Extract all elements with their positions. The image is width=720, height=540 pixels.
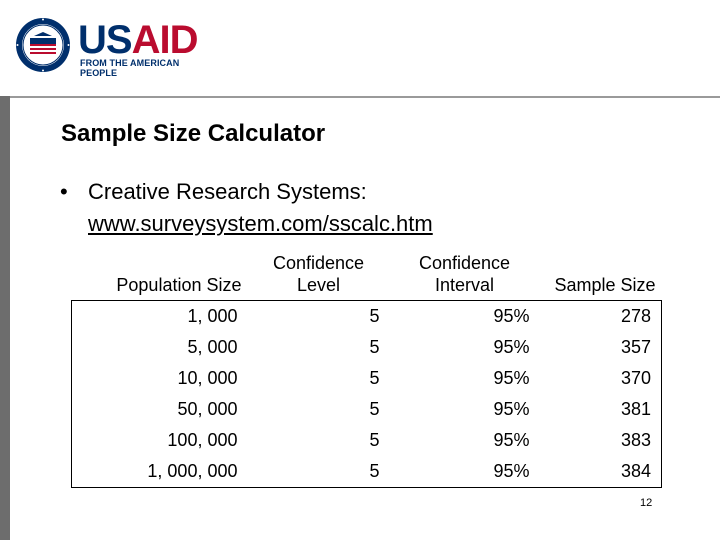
usaid-logo: [14, 16, 214, 76]
cell-sample: 384: [620, 461, 651, 481]
wordmark-us: US: [78, 18, 132, 62]
cell-level: 5: [369, 337, 380, 357]
page-number: 12: [640, 497, 653, 509]
header-confidence-level: Confidence Level: [272, 253, 365, 295]
cell-interval: 95%: [493, 461, 530, 481]
cell-level: 5: [369, 399, 380, 419]
cell-level: 5: [369, 461, 380, 481]
cell-sample: 370: [620, 368, 651, 388]
survey-system-link[interactable]: www.surveysystem.com/sscalc.htm: [88, 211, 433, 236]
table-row: [72, 394, 662, 425]
cell-sample: 381: [620, 399, 651, 419]
header-confidence-interval: Confidence Interval: [418, 253, 511, 295]
logo-tagline: FROM THE AMERICAN PEOPLE: [80, 58, 180, 78]
cell-population: 5, 000: [187, 337, 238, 357]
usaid-seal-icon: [14, 16, 72, 74]
table-row: [72, 332, 662, 363]
table-header-row: [72, 252, 662, 301]
cell-population: 10, 000: [177, 368, 238, 388]
slide-title: Sample Size Calculator: [61, 120, 326, 147]
cell-level: 5: [369, 368, 380, 388]
cell-population: 50, 000: [177, 399, 238, 419]
cell-level: 5: [369, 430, 380, 450]
cell-sample: 278: [620, 306, 651, 326]
header-sample-size: Sample Size: [554, 275, 656, 295]
cell-interval: 95%: [493, 399, 530, 419]
bullet-icon: •: [60, 179, 68, 204]
table-row: [72, 456, 662, 488]
table-row: [72, 301, 662, 333]
left-accent-bar: [0, 96, 10, 540]
table-row: [72, 363, 662, 394]
cell-population: 1, 000, 000: [147, 461, 238, 481]
sample-size-table: [71, 252, 662, 488]
bullet-text: Creative Research Systems:: [88, 179, 367, 204]
usaid-wordmark: [78, 20, 197, 60]
cell-interval: 95%: [493, 430, 530, 450]
cell-interval: 95%: [493, 306, 530, 326]
cell-population: 100, 000: [167, 430, 238, 450]
wordmark-aid: AID: [131, 18, 198, 62]
cell-interval: 95%: [493, 337, 530, 357]
header-population-size: Population Size: [116, 275, 242, 295]
cell-population: 1, 000: [187, 306, 238, 326]
cell-level: 5: [369, 306, 380, 326]
cell-sample: 383: [620, 430, 651, 450]
cell-interval: 95%: [493, 368, 530, 388]
table-row: [72, 425, 662, 456]
header-divider: [10, 96, 720, 98]
cell-sample: 357: [620, 337, 651, 357]
